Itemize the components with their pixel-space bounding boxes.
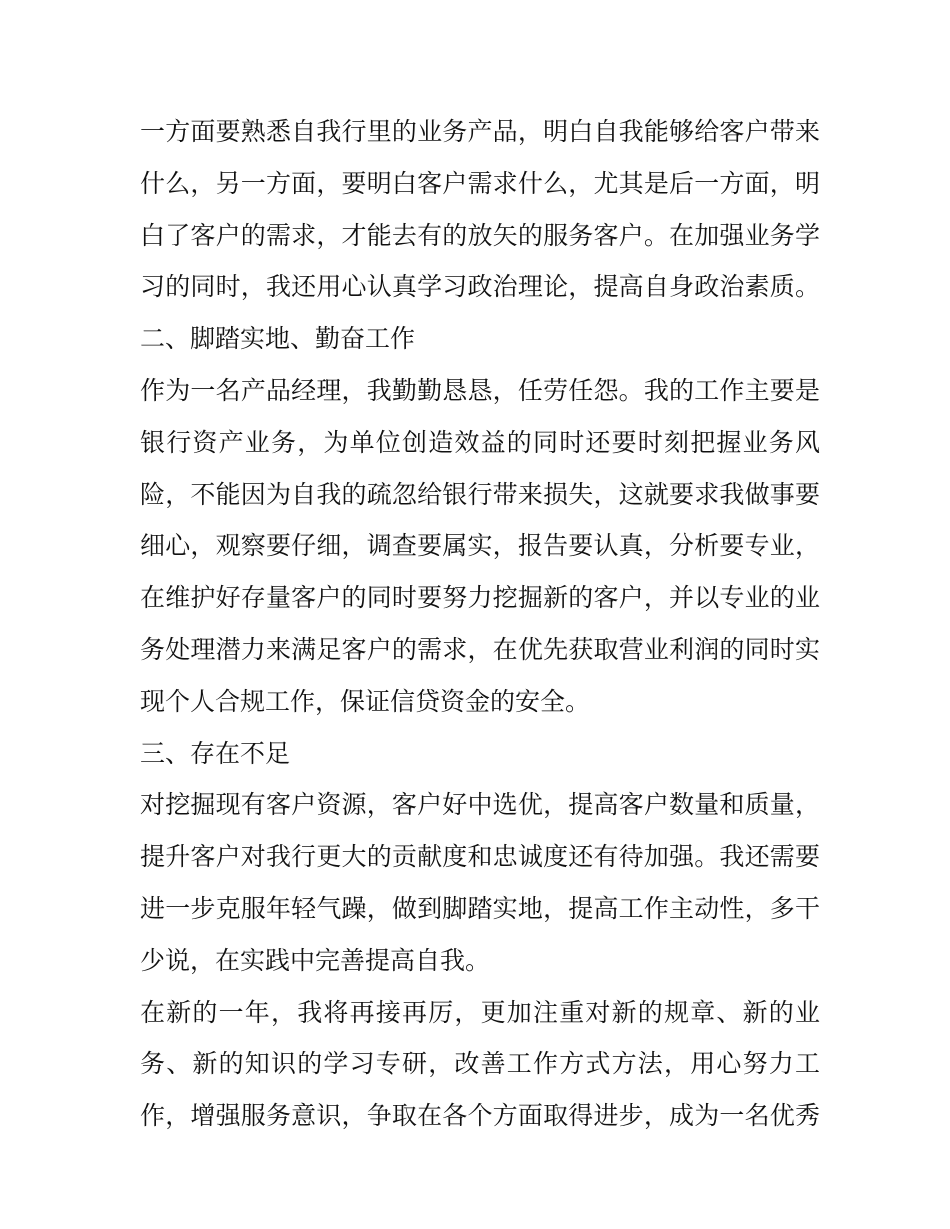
text-line: 白了客户的需求，才能去有的放矢的服务客户。在加强业务学 [140, 220, 820, 250]
text-line: 务处理潜力来满足客户的需求，在优先获取营业利润的同时实 [140, 634, 820, 664]
text-line: 提升客户对我行更大的贡献度和忠诚度还有待加强。我还需要 [140, 842, 820, 872]
text-line: 什么，另一方面，要明白客户需求什么，尤其是后一方面，明 [140, 168, 820, 198]
section-heading: 二、脚踏实地、勤奋工作 [140, 324, 416, 354]
text-line: 在新的一年，我将再接再厉，更加注重对新的规章、新的业 [140, 997, 820, 1027]
text-line: 一方面要熟悉自我行里的业务产品，明白自我能够给客户带来 [140, 117, 820, 146]
text-line: 务、新的知识的学习专研，改善工作方式方法，用心努力工 [140, 1049, 820, 1079]
text-line: 细心，观察要仔细，调查要属实，报告要认真，分析要专业， [140, 531, 820, 561]
text-line: 作，增强服务意识，争取在各个方面取得进步，成为一名优秀 [140, 1101, 820, 1131]
text-line: 作为一名产品经理，我勤勤恳恳，任劳任怨。我的工作主要是 [140, 375, 820, 405]
text-line: 在维护好存量客户的同时要努力挖掘新的客户，并以专业的业 [140, 583, 820, 613]
text-line: 现个人合规工作，保证信贷资金的安全。 [140, 686, 591, 716]
document-body [140, 106, 820, 1142]
text-line: 对挖掘现有客户资源，客户好中选优，提高客户数量和质量， [140, 790, 820, 820]
section-heading: 三、存在不足 [140, 738, 291, 768]
text-line: 险，不能因为自我的疏忽给银行带来损失，这就要求我做事要 [140, 479, 820, 509]
text-line: 习的同时，我还用心认真学习政治理论，提高自身政治素质。 [140, 272, 820, 302]
text-line: 银行资产业务，为单位创造效益的同时还要时刻把握业务风 [140, 427, 820, 457]
text-line: 少说，在实践中完善提高自我。 [140, 945, 491, 975]
text-line: 进一步克服年轻气躁，做到脚踏实地，提高工作主动性，多干 [140, 893, 820, 923]
